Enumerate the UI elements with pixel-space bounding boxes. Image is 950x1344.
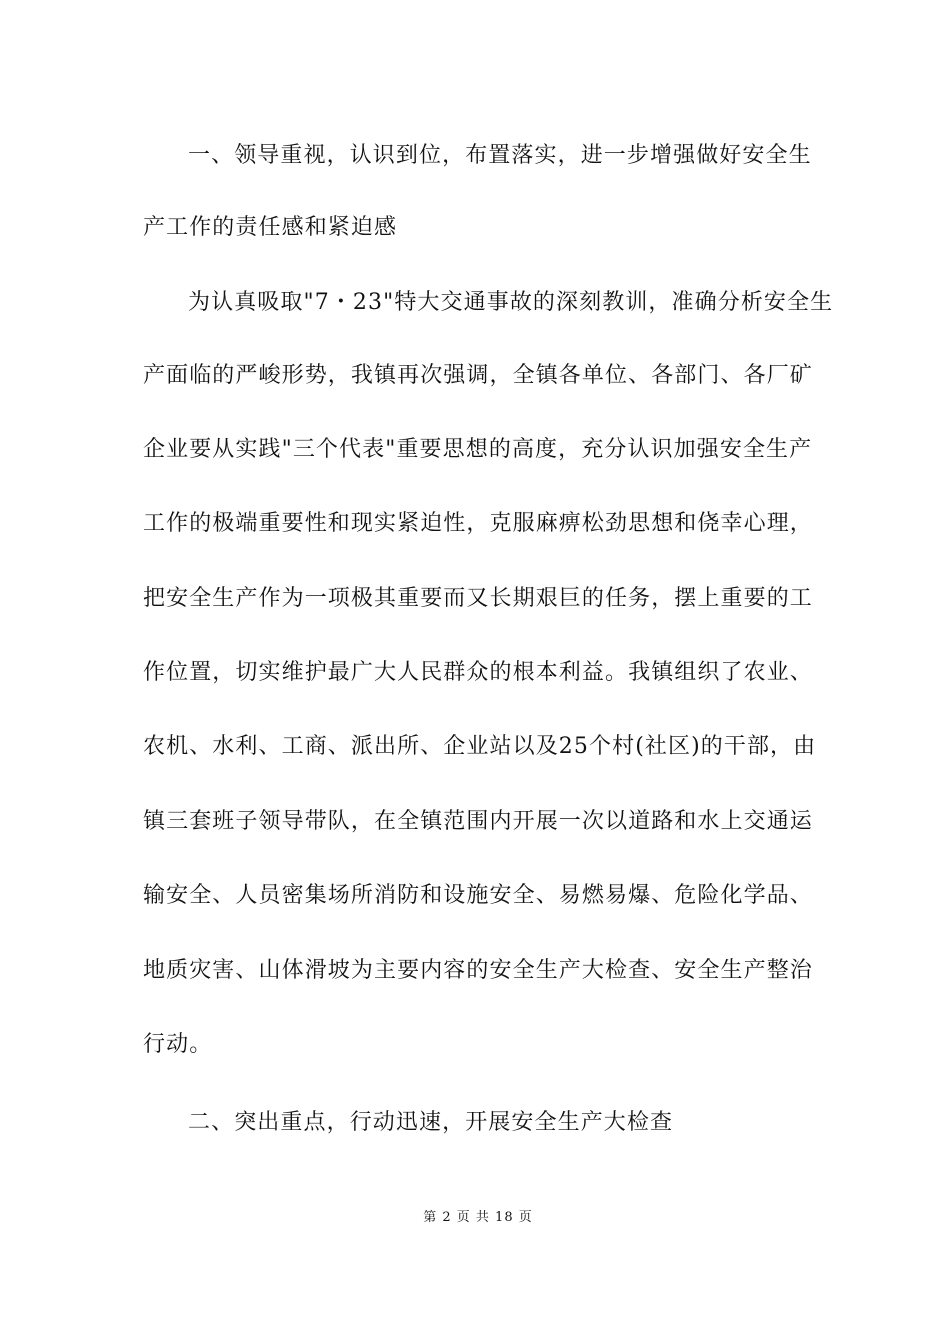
paragraph-line: 为认真吸取"7・23"特大交通事故的深刻教训，准确分析安全生 xyxy=(188,290,834,315)
paragraph-line: 企业要从实践"三个代表"重要思想的高度，充分认识加强安全生产 xyxy=(143,437,813,462)
paragraph-line: 工作的极端重要性和现实紧迫性，克服麻痹松劲思想和侥幸心理， xyxy=(143,511,813,536)
paragraph-line: 把安全生产作为一项极其重要而又长期艰巨的任务，摆上重要的工 xyxy=(143,586,813,611)
paragraph-line: 镇三套班子领导带队，在全镇范围内开展一次以道路和水上交通运 xyxy=(143,809,813,834)
heading-1-line-1: 一、领导重视，认识到位，布置落实，进一步增强做好安全生 xyxy=(188,143,812,168)
paragraph-line: 输安全、人员密集场所消防和设施安全、易燃易爆、危险化学品、 xyxy=(143,883,813,908)
paragraph-line: 地质灾害、山体滑坡为主要内容的安全生产大检查、安全生产整治 xyxy=(143,958,813,983)
page-number: 第 2 页 共 18 页 xyxy=(423,1210,533,1225)
paragraph-line: 作位置，切实维护最广大人民群众的根本利益。我镇组织了农业、 xyxy=(143,660,813,685)
paragraph-line: 农机、水利、工商、派出所、企业站以及25个村(社区)的干部，由 xyxy=(143,734,817,759)
paragraph-line: 行动。 xyxy=(143,1032,213,1057)
heading-2: 二、突出重点，行动迅速，开展安全生产大检查 xyxy=(188,1110,674,1135)
heading-1-line-2: 产工作的责任感和紧迫感 xyxy=(143,215,398,240)
paragraph-line: 产面临的严峻形势，我镇再次强调，全镇各单位、各部门、各厂矿 xyxy=(143,363,813,388)
